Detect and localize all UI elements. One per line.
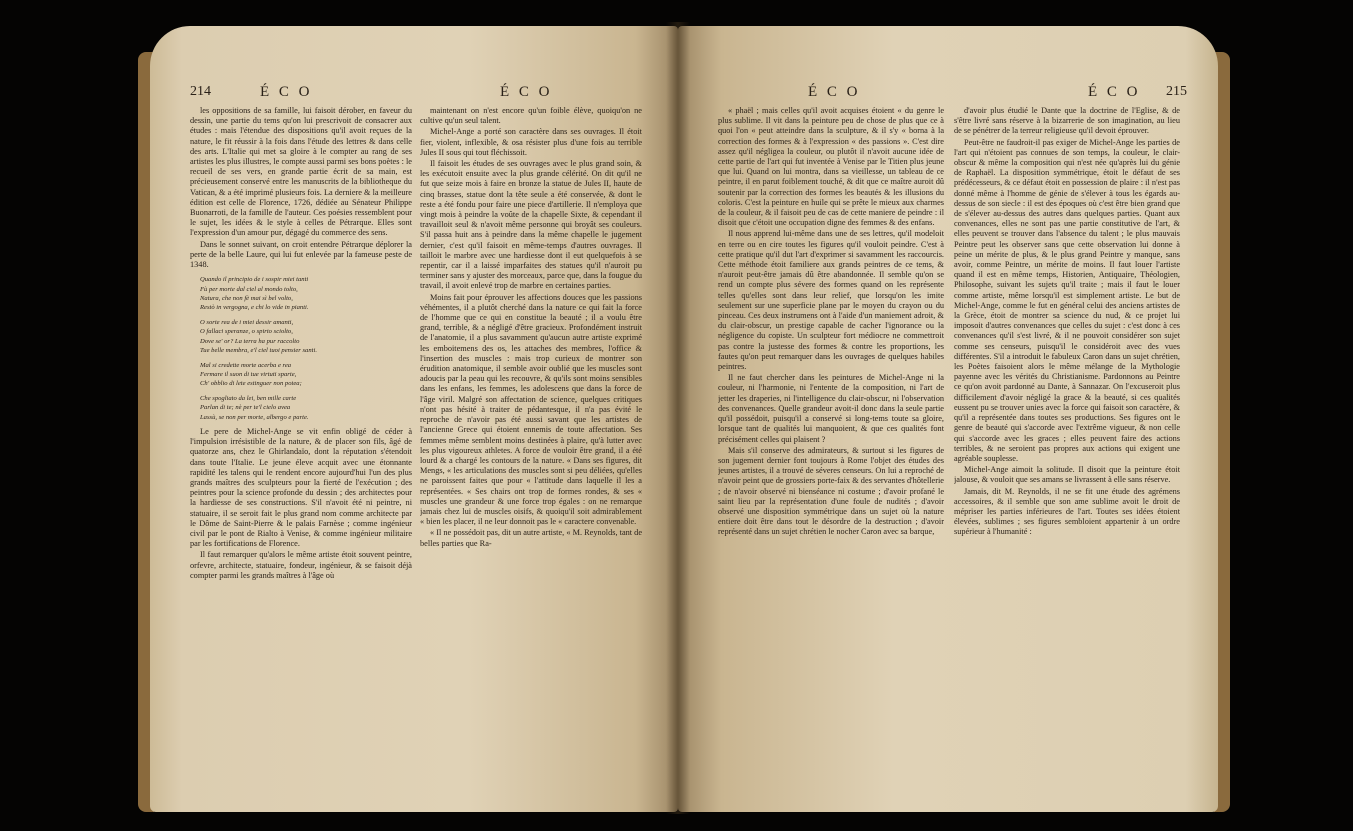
paragraph: maintenant on n'est encore qu'un foible élève, quoiqu'on ne cultive qu'un seul talent. bbox=[420, 106, 642, 126]
paragraph: Moins fait pour éprouver les affections douces que les passions véhémentes, il a plutôt cherché dans la nature ce qui fait la force de l'homme que ce qui en constitue la beauté ; il a voulu être grand, terrible, & a négligé d'être gracieux. Profondément instruit de l'anatomie, il a plus savamment qu'aucun autre artiste exprimé les emboitemens des os, les attaches des membres, l'office & l'insertion des muscles : mais trop curieux de montrer son érudition anatomique, il semble avoir oublié que les muscles sont adoucis par la peau qui les recouvre, & qu'ils sont moins sensibles dans les enfans, les femmes, les adolescens que dans la force de l'âge viril. Malgré son affectation de science, quelques critiques n'ont pas hésité à traiter de pédantesque, il n'a pas évité le reproche de n'avoir pas été aussi savant que les artistes de l'ancienne Grece qui étoient ennemis de toute affectation. Ses femmes même semblent moins destinées à plaire, qu'à lutter avec les plus vigoureux athletes. A force de vouloir être grand, il a été lourd & a chargé les contours de la nature. « Dans ses figures, dit Mengs, « les articulations des muscles sont si peu déliées, qu'elles ne paroissent faites que pour « l'attitude dans laquelle il les a représentées. « Ses chairs ont trop de formes rondes, & ses « muscles une grandeur & une force trop égales : on ne remarque jamais chez lui de muscles oisifs, & quoiqu'il soit admirablement « bien les placer, il ne leur donnoit pas le « caractere convenable. bbox=[420, 292, 642, 527]
page-number-right: 215 bbox=[1166, 84, 1187, 99]
paragraph: Jamais, dit M. Reynolds, il ne se fit une étude des agrémens accessoires, & il semble que son ame sublime avoit le droit de mépriser les parties inférieures de l'art. Toutes ses idées étoient élevées, sublimes ; ses figures sembloient appartenir à un ordre supérieur à l'humanité : bbox=[954, 486, 1180, 537]
book-gutter bbox=[666, 22, 690, 814]
verse-line: O fallaci speranze, o spirto sciolto, bbox=[200, 328, 293, 336]
paragraph: Dans le sonnet suivant, on croit entendre Pétrarque déplorer la perte de la belle Laure, qui lui fut enlevée par la fameuse peste de 1348. bbox=[190, 239, 412, 270]
right-page-column-1 bbox=[718, 106, 944, 806]
page-number-left: 214 bbox=[190, 84, 211, 99]
paragraph: Mais s'il conserve des admirateurs, & surtout si les figures de son jugement dernier font toujours à Rome l'objet des études des jeunes artistes, il a trouvé de séveres censeurs. On lui a reproché de n'avoir peint que de grossiers porte-faix & des servantes d'hôtellerie ; de n'avoir observé ni bienséance ni costume ; d'avoir profané le saint lieu par la représentation d'une foule de nudités ; d'avoir observé une disposition symmétrique dans un sujet où la nature entiere doit être dans tout le désordre de la destruction ; d'avoir représenté dans un sujet chrétien le nocher Caron avec sa barque, bbox=[718, 445, 944, 537]
verse-line: Lassù, se non per morte, albergo e parte. bbox=[200, 413, 309, 421]
verse-line: O sorte rea de i miei dessir amanti, bbox=[200, 318, 294, 326]
running-head-left-1: É C O bbox=[260, 84, 313, 100]
running-head-right-2: É C O bbox=[1088, 84, 1141, 100]
right-page bbox=[678, 26, 1218, 812]
paragraph: Peut-être ne faudroit-il pas exiger de Michel-Ange les parties de l'art qui n'étoient pas connues de son temps, la couleur, le clair-obscur & même la composition qui n'est née qu'après lui du génie de Raphaël. La disposition symmétrique, étoit le défaut de ses prédécesseurs, & ce défaut étoit en possession de plaire : il n'est pas donné même à l'homme de génie de s'élever à tous les égards au-dessus de son siecle : il est des époques où c'est être bien grand que de s'élever au-dessus des autres dans quelques parties. Quant aux convenances, elles ne sont pas une partie constitutive de l'art, & elles peuvent se trouver dans l'absence du talent ; le plus mauvais Peintre peut les observer sans que cette observation lui donne à peine un mérite de plus, & le plus grand Peintre y manque, sans avoir, comme Peintre, un mérite de moins. Il faut louer l'artiste quand il est en même temps, Historien, Antiquaire, Théologien, Philosophe, suivant les sujets qu'il traite ; mais il faut le louer comme artiste, même lorsqu'il est simplement artiste. Le but de Michel-Ange, comme le fut en général celui des anciens artistes de la Grèce, étoit de montrer sa science du nud, & ce projet lui imposoit d'autres convenances que celles du sujet : c'est donc à ces convenances qu'il s'est livré, & il ne pouvoit considérer son sujet comme ses censeurs, puisqu'il le considéroit avec des vues différentes. S'il a introduit le fabuleux Caron dans un sujet chrétien, les Poètes faisoient alors le même mélange de la Mythologie payenne avec les vérités du Christianisme. Pardonnons au Peintre ce qu'on avoit pardonné au Dante, à Sannazar. On l'excuseroit plus difficilement d'avoir négligé la grace & la beauté, si ces qualités eussent pu se trouver unies avec la force qui faisoit son caractère, & qu'il a représentée dans toutes ses productions. Ses figures ont le genre de beauté qui s'accorde avec l'extrême vigueur, & non celle qui s'accorde avec les graces ; elles peuvent faire des actions terribles, & ne seroient pas propres aux actions qui exigent une agréable souplesse. bbox=[954, 137, 1180, 463]
paragraph: d'avoir plus étudié le Dante que la doctrine de l'Eglise, & de s'être livré sans réserve à la bizarrerie de son imagination, au lieu de se pénétrer de la terreur religieuse qu'il devoit éprouver. bbox=[954, 106, 1180, 136]
paragraph: « Il ne possédoit pas, dit un autre artiste, « M. Reynolds, tant de belles parties que Ra- bbox=[420, 528, 642, 548]
paragraph: Il ne faut chercher dans les peintures de Michel-Ange ni la couleur, ni l'harmonie, ni l'entente de la composition, ni l'art de jetter les draperies, ni l'intelligence du clair-obscur, ni l'observation des convenances. Quelle grandeur avoit-il donc dans la seule partie qu'il possédoit, puisqu'il a conservé si long-tems toute sa gloire, lorsque tant de qualités lui manquoient, & que ces qualités font précisément celles qui plaisent ? bbox=[718, 373, 944, 444]
running-head-left-2: É C O bbox=[500, 84, 553, 100]
verse-line: Ch' obblio di lete estinguer non potea; bbox=[200, 380, 302, 388]
paragraph: les oppositions de sa famille, lui faisoit dérober, en faveur du dessin, une partie du tems qu'on lui prescrivoit de consacrer aux études : mais l'étendue des dispositions qu'il avoit reçues de la nature, le fit réussir à la fois dans l'étude des lettres & dans celle des arts. L'Italie qui met sa gloire à le compter au rang de ses artistes les plus illustres, le compte aussi parmi ses bons poètes : le recueil de ses vers, en grande partie écrit de sa main, est précieusement conservé entre les manuscrits de la bibliotheque du Vatican, & a été imprimé plusieurs fois. La derniere & la meilleure édition est celle de Florence, 1726, dédiée au Sénateur Philippe Buonarroti, de la famille de l'auteur. Ces poésies ressemblent pour le sujet, les idées & le style à celles de Pétrarque. Elles sont l'expression d'un amour pur, dégagé du commerce des sens. bbox=[190, 106, 412, 238]
paragraph: Il faisoit les études de ses ouvrages avec le plus grand soin, & les exécutoit ensuite avec la plus grande célérité. On dit qu'il ne fut que seize mois à faire en bronze la statue de Jules II, haute de cinq brasses, statue dont la tête seule a été conservée, & dont le reste a été fondu pour faire une piece d'artillerie. Il n'employa que vingt mois à peindre la voûte de la chapelle Sixte, & cependant il travailloit seul & n'avoit même personne qui broyât ses couleurs. S'il passa huit ans à peindre dans la même chapelle le jugement dernier, c'est qu'il faisoit en même-temps d'autres ouvrages. Il tailloit le marbre avec une hardiesse dont il eut quelquefois à se repentir, car il a laissé imparfaites des statues qu'il n'auroit pu terminer sans y ajuster des morceaux, parce que, dans la fougue du travail, il avoit enlevé trop de marbre en certaines parties. bbox=[420, 159, 642, 291]
paragraph: Il nous apprend lui-même dans une de ses lettres, qu'il modeloit en terre ou en cire toutes les figures qu'il vouloit peindre. C'est à cette pratique qu'il dut l'art d'exprimer si savamment les raccourcis. Cette méthode étoit familiere aux grands peintres de ce tems, & n'auroit peut-être jamais dû être abandonnée. Il semble qu'on se rend un compte plus sévere des formes quand on les représente telles qu'elles sont dans leur relief, que lorsqu'on les imite seulement sur une superficie plane par le moyen du crayon ou du pinceau. Ces deux instrumens ont à l'aide d'un maniement adroit, & du clair-obscur, un prestige capable de cacher l'ignorance ou la négligence du copiste. Un sculpteur fort médiocre ne commettroit pas contre la justesse des formes & contre les proportions, les fautes qu'on peut remarquer dans les ouvrages de quelques habiles peintres. bbox=[718, 229, 944, 372]
right-page-column-2 bbox=[954, 106, 1180, 806]
sonnet bbox=[200, 275, 412, 422]
verse-line: Restò in vergogna, e chi lo vide in pianti. bbox=[200, 304, 309, 312]
verse-line: Fù per morte dal ciel al mondo tolto, bbox=[200, 285, 298, 293]
paragraph: « phaël ; mais celles qu'il avoit acquises étoient « du genre le plus sublime. Il vit dans la peinture peu de chose de plus que ce à quoi l'on « peut atteindre dans la sculpture, & il s'y « borna à la correction des formes & à l'expression « des passions ». C'est dire assez qu'il négligea la couleur, ou plutôt il n'avoit aucune idée de cette partie de l'art qui fut inventée à Venise par le Titien plus jeune que lui. Quand on lui montra, dans sa vieillesse, un tableau de ce peintre, il en parut foiblement touché, & dit que ce maître auroit dû soutenir par la correction des formes les beautés & les illusions du coloris. C'est la peinture en huile qui se prête le mieux aux charmes de la couleur, & il faisoit peu de cas de cette maniere de peindre : il disoit que c'étoit une occupation digne des femmes & des enfans. bbox=[718, 106, 944, 228]
verse-line: Tue belle membra, e'l ciel tuoi pensier santi. bbox=[200, 347, 317, 355]
verse-line: Mal si credette morte acerba e rea bbox=[200, 361, 292, 369]
left-page-column-2 bbox=[420, 106, 642, 806]
left-page bbox=[150, 26, 678, 812]
paragraph: Michel-Ange a porté son caractère dans ses ouvrages. Il étoit fier, violent, inflexible, & osa résister plus d'une fois au terrible Jules II sous qui tout fléchissoit. bbox=[420, 127, 642, 157]
verse-line: Che spogliato da lei, ben mille carte bbox=[200, 394, 297, 402]
verse-line: Parlan di te; nè per te'l cielo avea bbox=[200, 404, 291, 412]
paragraph: Michel-Ange aimoit la solitude. Il disoit que la peinture étoit jalouse, & vouloit que ses amans se livrassent à elle sans réserve. bbox=[954, 465, 1180, 485]
paragraph: Il faut remarquer qu'alors le même artiste étoit souvent peintre, orfevre, architecte, statuaire, fondeur, ingénieur, & se faisoit déjà compter parmi les grands maîtres à l'âge où bbox=[190, 550, 412, 580]
verse-line: Fermare il suon di tue virtuti sparte, bbox=[200, 370, 297, 378]
paragraph: Le pere de Michel-Ange se vit enfin obligé de céder à l'impulsion irrésistible de la nature, & de placer son fils, âgé de quatorze ans, chez le Ghirlandaïo, dont la réputation s'étendoit dans toute l'Italie. Le jeune éleve acquit avec une étonnante rapidité les talens qui le rendent encore aujourd'hui l'un des plus grands maîtres des sculpteurs pour la fierté de l'exécution ; des peintres pour la science profonde du dessin ; des architectes pour la hardiesse de ses constructions. S'il n'avoit été ni peintre, ni statuaire, il se seroit fait le plus grand nom comme architecte par le Dôme de Saint-Pierre & le palais Farnèse ; comme ingénieur civil par le pont de Rialto à Venise, & comme ingénieur militaire par les fortifications de Florence. bbox=[190, 426, 412, 549]
running-head-right-1: É C O bbox=[808, 84, 861, 100]
open-book bbox=[150, 12, 1218, 822]
verse-line: Dove se' or? La terra ha pur raccolto bbox=[200, 337, 300, 345]
verse-line: Natura, che non fè mai sì bel volto, bbox=[200, 295, 293, 303]
verse-line: Quando il principio de i sospir miei tanti bbox=[200, 276, 309, 284]
left-page-column-1 bbox=[190, 106, 412, 806]
